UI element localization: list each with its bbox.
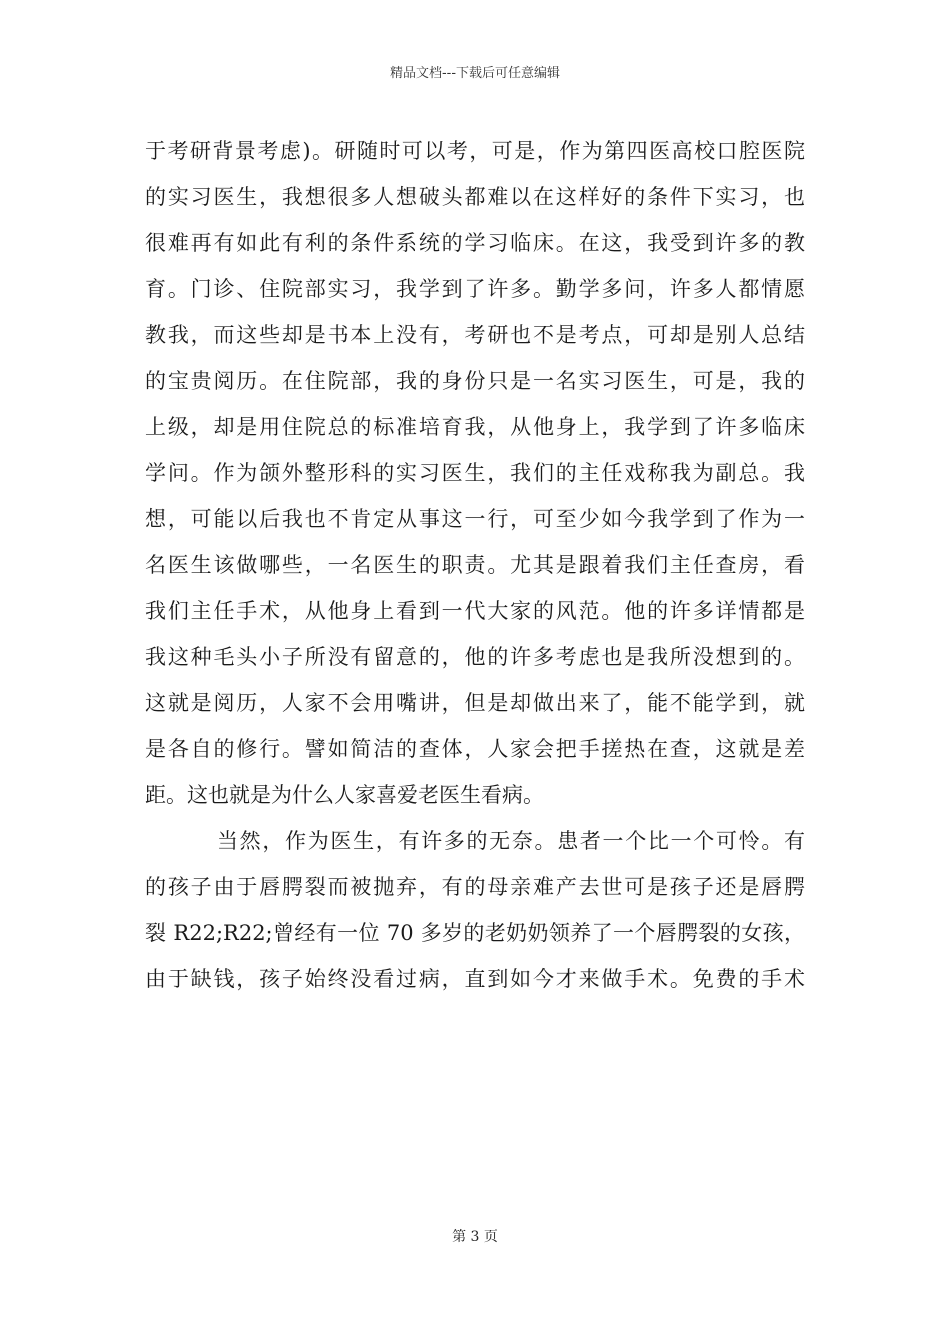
text-line: 学问。作为颌外整形科的实习医生，我们的主任戏称我为副总。我 [145,461,805,485]
text-line: 是各自的修行。譬如简洁的查体，人家会把手搓热在查，这就是差 [145,737,805,761]
text-line: 距。这也就是为什么人家喜爱老医生看病。 [145,783,544,807]
text-line: 教我，而这些却是书本上没有，考研也不是考点，可却是别人总结 [145,323,805,347]
text-line: 裂 R22;R22;曾经有一位 70 多岁的老奶奶领养了一个唇腭裂的女孩， [145,921,805,945]
page-header: 精品文档---下载后可任意编辑 [389,66,561,81]
text-line: 的宝贵阅历。在住院部，我的身份只是一名实习医生，可是，我的 [145,369,805,393]
body-text [145,128,805,1002]
text-line: 我这种毛头小子所没有留意的，他的许多考虑也是我所没想到的。 [145,645,805,669]
text-line: 于考研背景考虑)。研随时可以考，可是，作为第四医高校口腔医院 [145,139,805,163]
text-line: 想，可能以后我也不肯定从事这一行，可至少如今我学到了作为一 [145,507,805,531]
text-line: 上级，却是用住院总的标准培育我，从他身上，我学到了许多临床 [145,415,805,439]
text-line: 的孩子由于唇腭裂而被抛弃，有的母亲难产去世可是孩子还是唇腭 [145,875,805,899]
text-line: 我们主任手术，从他身上看到一代大家的风范。他的许多详情都是 [145,599,805,623]
text-line: 育。门诊、住院部实习，我学到了许多。勤学多问，许多人都情愿 [145,277,805,301]
text-line: 这就是阅历，人家不会用嘴讲，但是却做出来了，能不能学到，就 [145,691,805,715]
text-line: 很难再有如此有利的条件系统的学习临床。在这，我受到许多的教 [145,231,805,255]
text-line: 名医生该做哪些，一名医生的职责。尤其是跟着我们主任查房，看 [145,553,805,577]
text-line-paragraph-start: 当然，作为医生，有许多的无奈。患者一个比一个可怜。有 [217,829,805,853]
page-number: 第 3 页 [452,1229,498,1245]
text-line: 的实习医生，我想很多人想破头都难以在这样好的条件下实习，也 [145,185,805,209]
text-line: 由于缺钱，孩子始终没看过病，直到如今才来做手术。免费的手术 [145,967,805,991]
